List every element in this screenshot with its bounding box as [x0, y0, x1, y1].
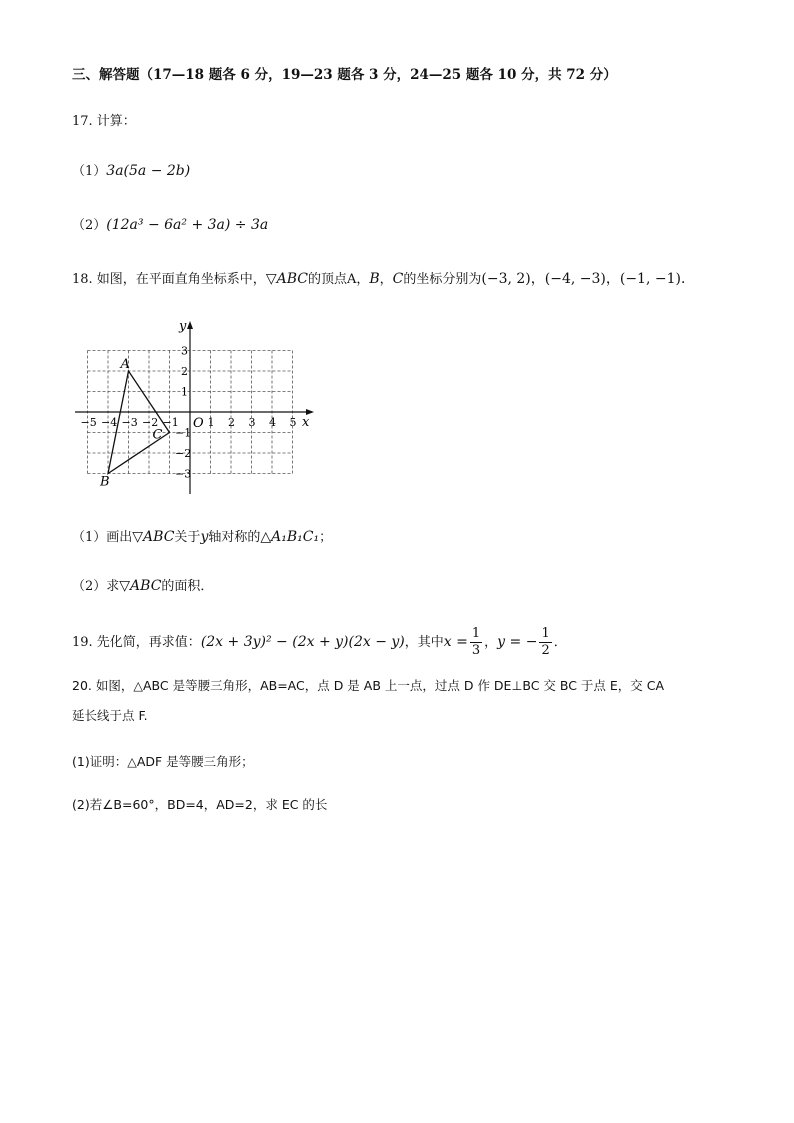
x-tick-label: 3 — [248, 416, 256, 429]
x-tick-label: −1 — [162, 416, 179, 429]
x-tick-label: −4 — [101, 416, 118, 429]
fraction — [539, 626, 551, 659]
y-axis-arrow — [187, 321, 193, 329]
question-20-part-2: (2)若∠B=60°，BD=4，AD=2，求 EC 的长 — [72, 797, 328, 812]
y-tick-label: 2 — [181, 365, 188, 378]
vertex-label: B — [100, 474, 110, 490]
question-20-line-2: 延长线于点 F. — [72, 708, 148, 723]
text: 的顶点A， — [307, 272, 370, 287]
y-tick-label: 1 — [181, 385, 188, 399]
question-19 — [72, 626, 567, 659]
text: （2）求 — [72, 579, 120, 594]
triangle-symbol: ▽ABC — [119, 578, 162, 594]
coordinates: (−3, 2)，(−4, −3)，(−1, −1)． — [481, 271, 695, 287]
x-tick-label: 2 — [228, 416, 235, 429]
x-tick-label: −5 — [80, 416, 97, 429]
triangle-symbol: ▽ABC — [132, 529, 175, 545]
text: ， — [484, 635, 498, 650]
x-tick-label: 1 — [207, 416, 215, 429]
part-label: （1） — [72, 164, 107, 179]
text: 的面积． — [161, 579, 214, 594]
coordinate-graph — [70, 316, 320, 498]
x-axis-label: x — [302, 415, 310, 430]
denominator: 3 — [471, 643, 481, 658]
text: ，其中 — [404, 635, 444, 650]
triangle-abc — [108, 371, 170, 474]
triangle-symbol: ▽ABC — [265, 271, 308, 287]
axis-letter: y — [200, 529, 209, 545]
x-tick-label: −2 — [142, 416, 159, 429]
numerator: 1 — [541, 626, 550, 641]
text: 的坐标分别为 — [403, 272, 482, 287]
math-expression: x = — [443, 634, 468, 650]
vertex-label: A — [120, 357, 130, 372]
numerator: 1 — [471, 626, 481, 641]
part-label: （2） — [72, 218, 107, 233]
x-tick-label: −3 — [121, 416, 138, 429]
coordinate-graph-svg — [70, 316, 320, 498]
math-expression: (12a³ − 6a² + 3a) ÷ 3a — [106, 217, 269, 233]
y-tick-label: −2 — [175, 447, 192, 460]
vertex-label: C — [152, 427, 163, 443]
text: ， — [379, 272, 393, 287]
section-title: 三、解答题（17—18 题各 6 分，19—23 题各 3 分，24—25 题各 10 分，共 72 分） — [72, 67, 617, 83]
math-expression: y = − — [497, 634, 538, 650]
fraction — [470, 626, 482, 659]
point-letter: B — [369, 271, 380, 287]
math-expression: 3a(5a − 2b) — [106, 163, 191, 179]
y-axis-label: y — [179, 319, 187, 334]
denominator: 2 — [541, 643, 550, 658]
x-tick-label: 5 — [289, 416, 297, 429]
y-tick-label: 3 — [181, 344, 188, 358]
y-tick-label: −1 — [175, 426, 192, 440]
question-20-line-1: 20. 如图，△ABC 是等腰三角形，AB=AC，点 D 是 AB 上一点，过点 D 作 DE⊥BC 交 BC 于点 E，交 CA — [72, 678, 665, 693]
y-tick-label: −3 — [175, 467, 192, 481]
origin-label: O — [193, 416, 204, 431]
x-tick-label: 4 — [269, 416, 276, 429]
text: 轴对称的 — [208, 530, 261, 545]
point-letter: C — [392, 271, 404, 287]
question-17-part-1 — [72, 162, 190, 181]
question-17-stem: 17. 计算： — [72, 114, 136, 129]
question-18-part-1 — [72, 528, 332, 547]
text: 18. 如图，在平面直角坐标系中， — [72, 272, 266, 287]
question-20-part-1: (1)证明：△ADF 是等腰三角形； — [72, 754, 254, 769]
text: ． — [553, 635, 567, 650]
triangle-symbol: △A₁B₁C₁ — [260, 529, 320, 545]
question-18-stem — [72, 270, 695, 289]
question-18-part-2 — [72, 577, 213, 596]
text: 19. 先化简，再求值： — [72, 635, 201, 650]
text: ； — [319, 530, 333, 545]
text: （1）画出 — [72, 530, 133, 545]
text: 关于 — [174, 530, 201, 545]
question-17-part-2 — [72, 216, 268, 235]
math-expression: (2x + 3y)² − (2x + y)(2x − y) — [200, 634, 405, 650]
